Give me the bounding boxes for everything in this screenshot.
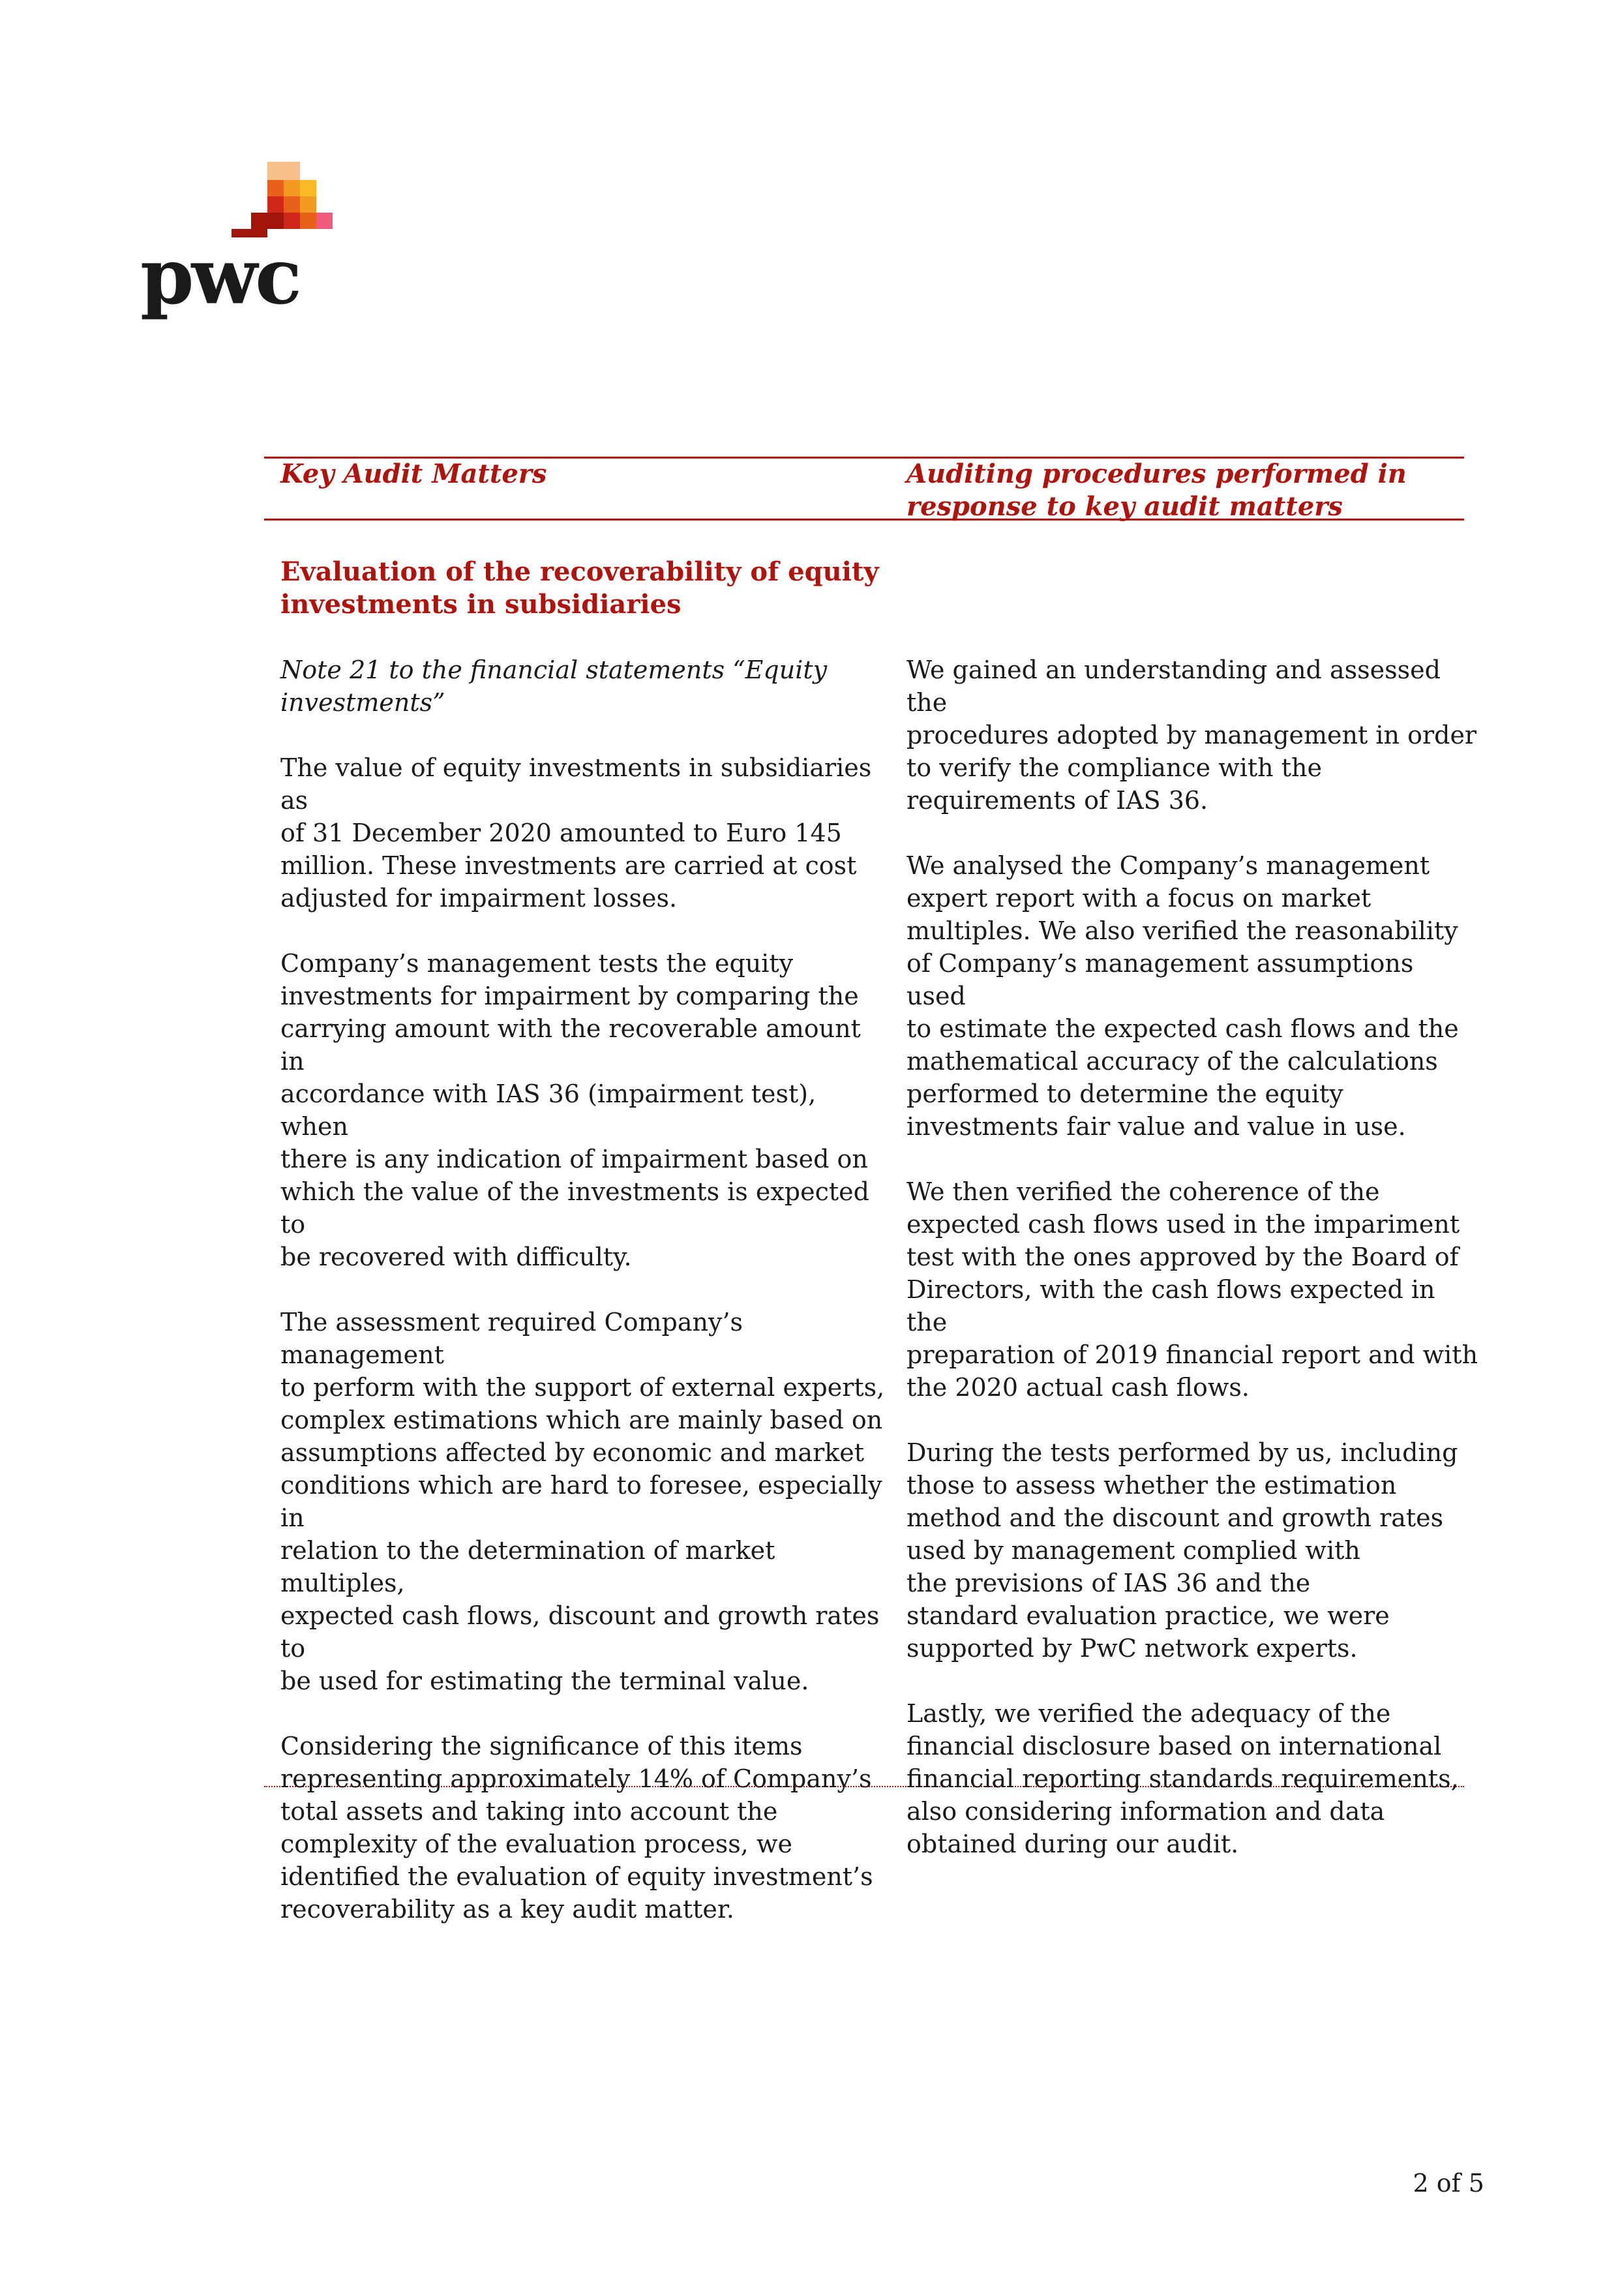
header-auditing-procedures: Auditing procedures performed in response to key audit matters — [906, 459, 1407, 522]
procedure-paragraph: During the tests performed by us, including those to assess whether the estimation method and the discount and growth rates used by management complied with the previsions of IAS 36 and the standard evaluation practice, we were supported by PwC network experts. — [906, 1438, 1458, 1663]
page-number: 2 of 5 — [1413, 2169, 1484, 2198]
procedure-paragraph: We gained an understanding and assessed the procedures adopted by management in order to verify the compliance with the requirements of IAS 36. — [906, 656, 1477, 815]
kam-paragraph: Company’s management tests the equity investments for impairment by comparing the carrying amount with the recoverable amount in accordance with IAS 36 (impairment test), when there is any indication of impairment based on which the value of the investments is expected to be recovered with difficulty. — [280, 949, 869, 1271]
procedure-paragraph: We then verified the coherence of the expected cash flows used in the impariment test with the ones approved by the Board of Directors, with the cash flows expected in the preparation of 2019 financial report and with the 2020 actual cash flows. — [906, 1177, 1478, 1402]
header-key-audit-matters: Key Audit Matters — [280, 459, 547, 489]
key-audit-matters-column — [280, 654, 887, 1958]
procedure-paragraph: We analysed the Company’s management expert report with a focus on market multiples. We also verified the reasonability of Company’s management assumptions used to estimate the expected cash flows and the mathematical accuracy of the calculations performed to determine the equity investments fair value and value in use. — [906, 851, 1459, 1141]
note-reference: Note 21 to the financial statements “Equity investments” — [280, 656, 828, 717]
kam-paragraph: The assessment required Company’s management to perform with the support of external experts, complex estimations which are mainly based on assumptions affected by economic and market conditions which are hard to foresee, especially in relation to the determination of market multiples, expected cash flows, discount and growth rates to be used for estimating the terminal value. — [280, 1308, 885, 1695]
audit-procedures-column — [906, 654, 1480, 1893]
kam-paragraph: The value of equity investments in subsidiaries as of 31 December 2020 amounted to Euro 145 million. These investments are carried at cost adjusted for impairment losses. — [280, 753, 872, 913]
pwc-logo — [140, 160, 349, 329]
logo-wordmark: pwc — [140, 231, 299, 322]
section-title: Evaluation of the recoverability of equity investments in subsidiaries — [280, 556, 879, 620]
procedure-paragraph: Lastly, we verified the adequacy of the financial disclosure based on international financial reporting standards requirements, also considering information and data obtained during our audit. — [906, 1699, 1459, 1858]
kam-paragraph: Considering the significance of this items representing approximately 14% of Company’s total assets and taking into account the complexity of the evaluation process, we identified the evaluation of equity investment’s recoverability as a key audit matter. — [280, 1732, 873, 1924]
